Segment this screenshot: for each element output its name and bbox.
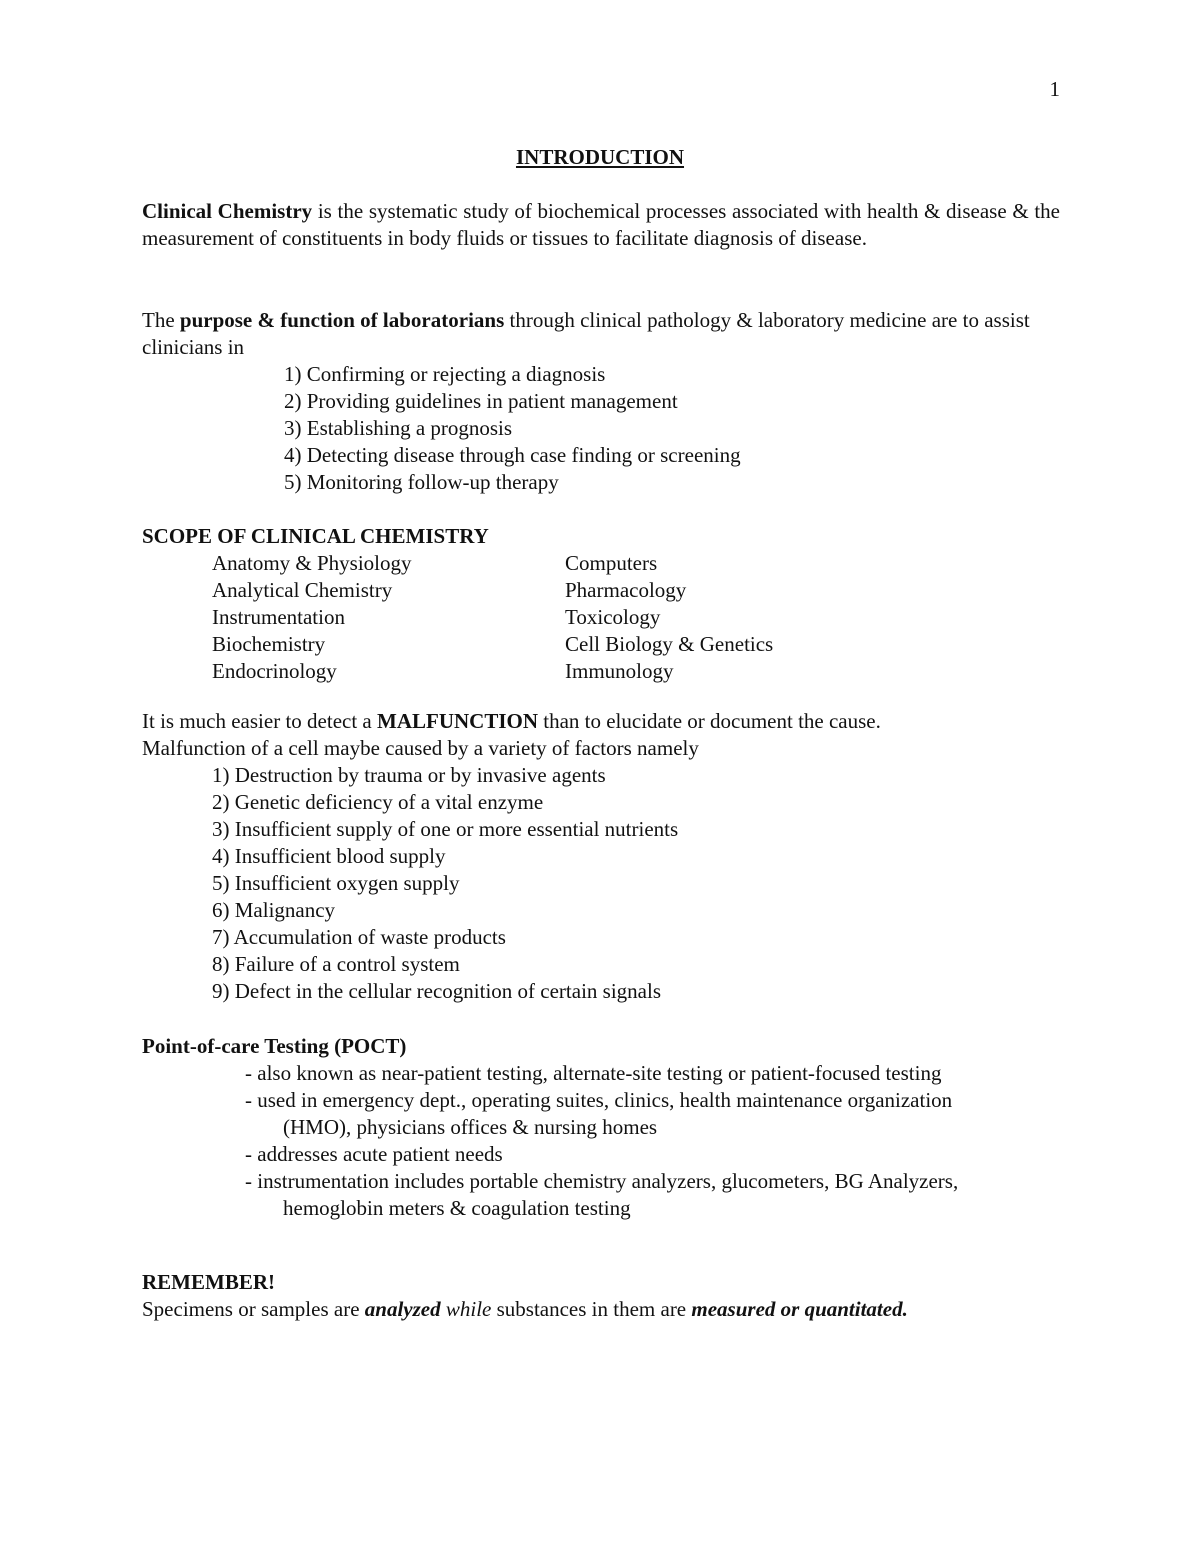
purpose-lead: The: [142, 308, 180, 332]
poct-item-text: - addresses acute patient needs: [245, 1142, 503, 1166]
malfunction-line2: Malfunction of a cell maybe caused by a variety of factors namely: [142, 736, 699, 760]
poct-item: [245, 1168, 1060, 1222]
scope-item: Toxicology: [565, 605, 661, 629]
list-item: 3) Establishing a prognosis: [284, 416, 513, 440]
poct-item: [245, 1060, 1060, 1087]
definition-paragraph: [142, 198, 1060, 252]
poct-item: [245, 1087, 1060, 1141]
scope-item: Cell Biology & Genetics: [565, 632, 774, 656]
list-item: 3) Insufficient supply of one or more essential nutrients: [212, 817, 679, 841]
purpose-bold: purpose & function of laboratorians: [179, 308, 505, 332]
remember-s1: Specimens or samples are: [142, 1297, 365, 1321]
scope-item: Biochemistry: [212, 632, 326, 656]
scope-item: Instrumentation: [212, 605, 345, 629]
list-item: 5) Insufficient oxygen supply: [212, 871, 460, 895]
remember-while: while: [445, 1297, 492, 1321]
list-item: 7) Accumulation of waste products: [212, 925, 506, 949]
scope-item: Immunology: [565, 659, 674, 683]
scope-item: Analytical Chemistry: [212, 578, 393, 602]
poct-list: [245, 1060, 1060, 1222]
definition-text: is the systematic study of biochemical processes associated with health & disease & the measurement of constituents in body fluids or tissues to facilitate diagnosis of disease.: [142, 199, 1061, 250]
list-item: 9) Defect in the cellular recognition of certain signals: [212, 979, 661, 1003]
purpose-paragraph: [142, 307, 1060, 361]
malfunction-pre: It is much easier to detect a: [142, 709, 377, 733]
poct-item-text: - also known as near-patient testing, alternate-site testing or patient-focused testing: [245, 1061, 942, 1085]
definition-term: Clinical Chemistry: [142, 199, 313, 223]
scope-item: Anatomy & Physiology: [212, 551, 412, 575]
list-item: 5) Monitoring follow-up therapy: [284, 470, 559, 494]
malfunction-bold: MALFUNCTION: [377, 709, 538, 733]
list-item: 6) Malignancy: [212, 898, 336, 922]
remember-heading: REMEMBER!: [142, 1270, 275, 1294]
purpose-list: [284, 361, 741, 496]
purpose-text: through clinical pathology & laboratory medicine are to assist clinicians in: [142, 308, 1030, 359]
scope-item: Pharmacology: [565, 578, 687, 602]
remember-analyzed: analyzed: [364, 1297, 441, 1321]
malfunction-list: [212, 762, 678, 1005]
remember-paragraph: [142, 1296, 1060, 1323]
malfunction-paragraph: [142, 708, 1060, 735]
scope-item: Computers: [565, 551, 658, 575]
remember-s3: substances in them are: [491, 1297, 692, 1321]
malfunction-post: than to elucidate or document the cause.: [538, 709, 881, 733]
list-item: 8) Failure of a control system: [212, 952, 460, 976]
list-item: 2) Providing guidelines in patient management: [284, 389, 678, 413]
page-title: INTRODUCTION: [515, 145, 685, 169]
list-item: 2) Genetic deficiency of a vital enzyme: [212, 790, 544, 814]
list-item: 4) Detecting disease through case finding or screening: [284, 443, 741, 467]
poct-item-continuation: (HMO), physicians offices & nursing homes: [283, 1115, 658, 1139]
poct-item-text: - instrumentation includes portable chemistry analyzers, glucometers, BG Analyzers,: [245, 1169, 959, 1193]
scope-list: [212, 550, 865, 685]
poct-item-continuation: hemoglobin meters & coagulation testing: [283, 1196, 631, 1220]
remember-measured: measured or quantitated.: [691, 1297, 908, 1321]
page-number: 1: [1049, 77, 1060, 101]
scope-item: Endocrinology: [212, 659, 337, 683]
list-item: 4) Insufficient blood supply: [212, 844, 446, 868]
scope-heading: SCOPE OF CLINICAL CHEMISTRY: [142, 524, 489, 548]
list-item: 1) Confirming or rejecting a diagnosis: [284, 362, 606, 386]
list-item: 1) Destruction by trauma or by invasive agents: [212, 763, 606, 787]
poct-item-text: - used in emergency dept., operating suites, clinics, health maintenance organization: [245, 1088, 953, 1112]
poct-item: [245, 1141, 1060, 1168]
poct-heading: Point-of-care Testing (POCT): [142, 1034, 407, 1058]
